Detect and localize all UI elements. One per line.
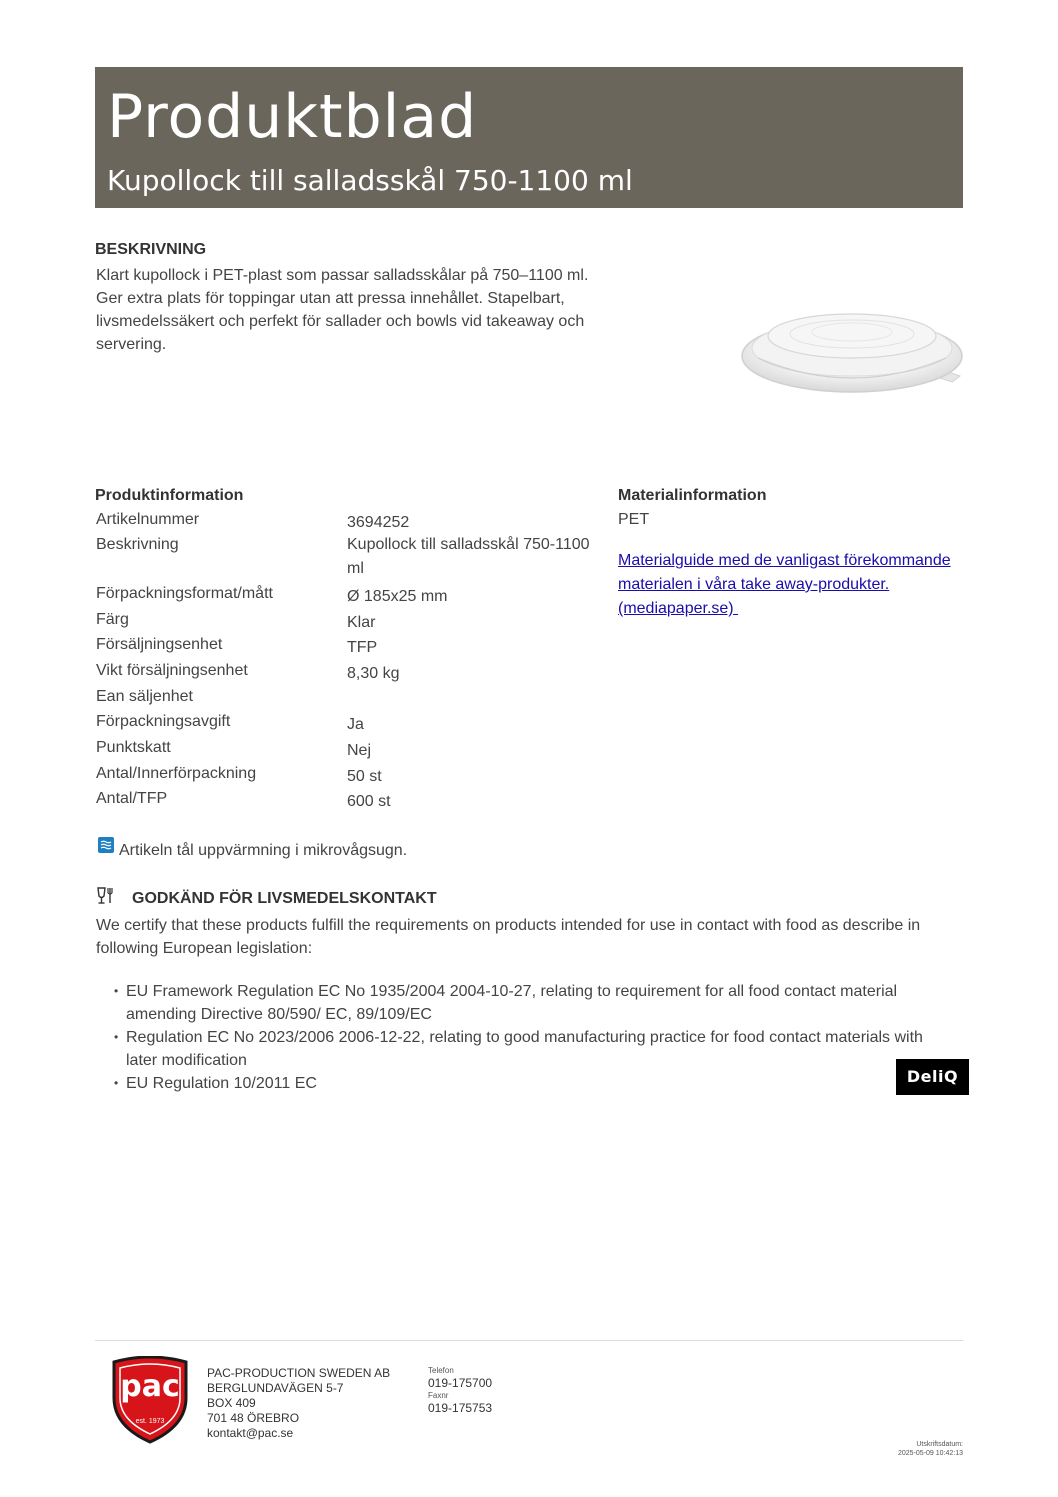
info-label: Förpackningsformat/mått — [96, 585, 273, 602]
info-value: Klar — [347, 614, 376, 631]
info-value: Ja — [347, 716, 364, 733]
info-label: Punktskatt — [96, 739, 171, 756]
contact-block — [428, 1366, 492, 1416]
info-value: 3694252 — [347, 514, 410, 531]
description-line: Ger extra plats för toppingar utan att pressa innehållet. Stapelbart, — [96, 290, 565, 307]
microwave-text: Artikeln tål uppvärmning i mikrovågsugn. — [119, 842, 408, 859]
print-date-value: 2025-05-09 10:42:13 — [898, 1450, 963, 1457]
fax-value: 019-175753 — [428, 1401, 493, 1415]
info-value: Nej — [347, 742, 372, 759]
material-guide-link[interactable] — [618, 549, 963, 621]
info-label: Vikt försäljningsenhet — [96, 662, 248, 679]
link-line: materialen i våra take away-produkter. — [618, 576, 890, 593]
address-line: BOX 409 — [207, 1396, 256, 1410]
info-value: 8,30 kg — [347, 665, 400, 682]
company-address — [207, 1366, 390, 1441]
info-value: 50 st — [347, 768, 382, 785]
list-item: • EU Framework Regulation EC No 1935/2004 2004-10-27, relating to requirement for all food contact material amending Directive 80/590/ EC, 89/109/EC — [96, 980, 926, 1026]
description-heading: BESKRIVNING — [95, 241, 207, 258]
phone-value: 019-175700 — [428, 1376, 493, 1390]
info-label: Ean säljenhet — [96, 688, 193, 705]
microwave-icon — [98, 837, 114, 853]
info-label: Beskrivning — [96, 536, 179, 553]
info-value: 600 st — [347, 793, 391, 810]
info-label: Färg — [96, 611, 129, 628]
page-title: Produktblad — [107, 82, 478, 152]
description-line: servering. — [96, 336, 167, 353]
info-value: Kupollock till salladsskål 750-1100 ml — [347, 536, 590, 577]
material-value: PET — [618, 511, 650, 528]
fax-label: Faxnr — [428, 1391, 449, 1400]
info-value: Ø 185x25 mm — [347, 588, 448, 605]
list-item: • EU Regulation 10/2011 EC — [96, 1072, 946, 1095]
description-line: Klart kupollock i PET-plast som passar salladsskålar på 750–1100 ml. — [96, 267, 589, 284]
address-line: 701 48 ÖREBRO — [207, 1411, 300, 1425]
info-label: Antal/Innerförpackning — [96, 765, 257, 782]
brand-badge-text: DeliQ — [906, 1067, 959, 1086]
product-image — [738, 296, 968, 396]
logo-subtext: est. 1973 — [135, 1418, 165, 1425]
info-value: TFP — [347, 639, 378, 656]
info-label: Förpackningsavgift — [96, 713, 231, 730]
brand-badge — [896, 1059, 969, 1095]
address-line: kontakt@pac.se — [207, 1426, 294, 1440]
info-label: Antal/TFP — [96, 790, 168, 807]
regulation-list — [96, 980, 946, 1095]
header-banner — [95, 67, 963, 208]
page-subtitle: Kupollock till salladsskål 750-1100 ml — [107, 164, 633, 197]
phone-label: Telefon — [428, 1366, 454, 1375]
food-contact-heading: GODKÄND FÖR LIVSMEDELSKONTAKT — [132, 890, 437, 907]
food-contact-intro — [96, 914, 966, 960]
intro-line: following European legislation: — [96, 940, 313, 957]
intro-line: We certify that these products fulfill the requirements on products intended for use in contact with food as describe in — [96, 917, 921, 934]
description-line: livsmedelssäkert och perfekt för sallader och bowls vid takeaway och — [96, 313, 585, 330]
info-label: Artikelnummer — [96, 511, 200, 528]
print-date-label: Utskriftsdatum: — [916, 1441, 963, 1448]
list-item: • Regulation EC No 2023/2006 2006-12-22, relating to good manufacturing practice for food contact materials with later modification — [96, 1026, 936, 1072]
food-contact-icon — [96, 886, 118, 906]
address-line: PAC-PRODUCTION SWEDEN AB — [207, 1366, 391, 1380]
address-line: BERGLUNDAVÄGEN 5-7 — [207, 1381, 344, 1395]
product-info-heading: Produktinformation — [95, 487, 244, 504]
footer-divider — [95, 1340, 963, 1341]
info-label: Försäljningsenhet — [96, 636, 223, 653]
link-line: Materialguide med de vanligast förekommande — [618, 552, 951, 569]
logo-text: pac — [120, 1369, 180, 1404]
description-text — [96, 264, 606, 356]
material-info-heading: Materialinformation — [618, 487, 767, 504]
company-logo — [110, 1356, 190, 1444]
print-date-block — [860, 1440, 963, 1458]
link-line: (mediapaper.se) — [618, 600, 739, 617]
